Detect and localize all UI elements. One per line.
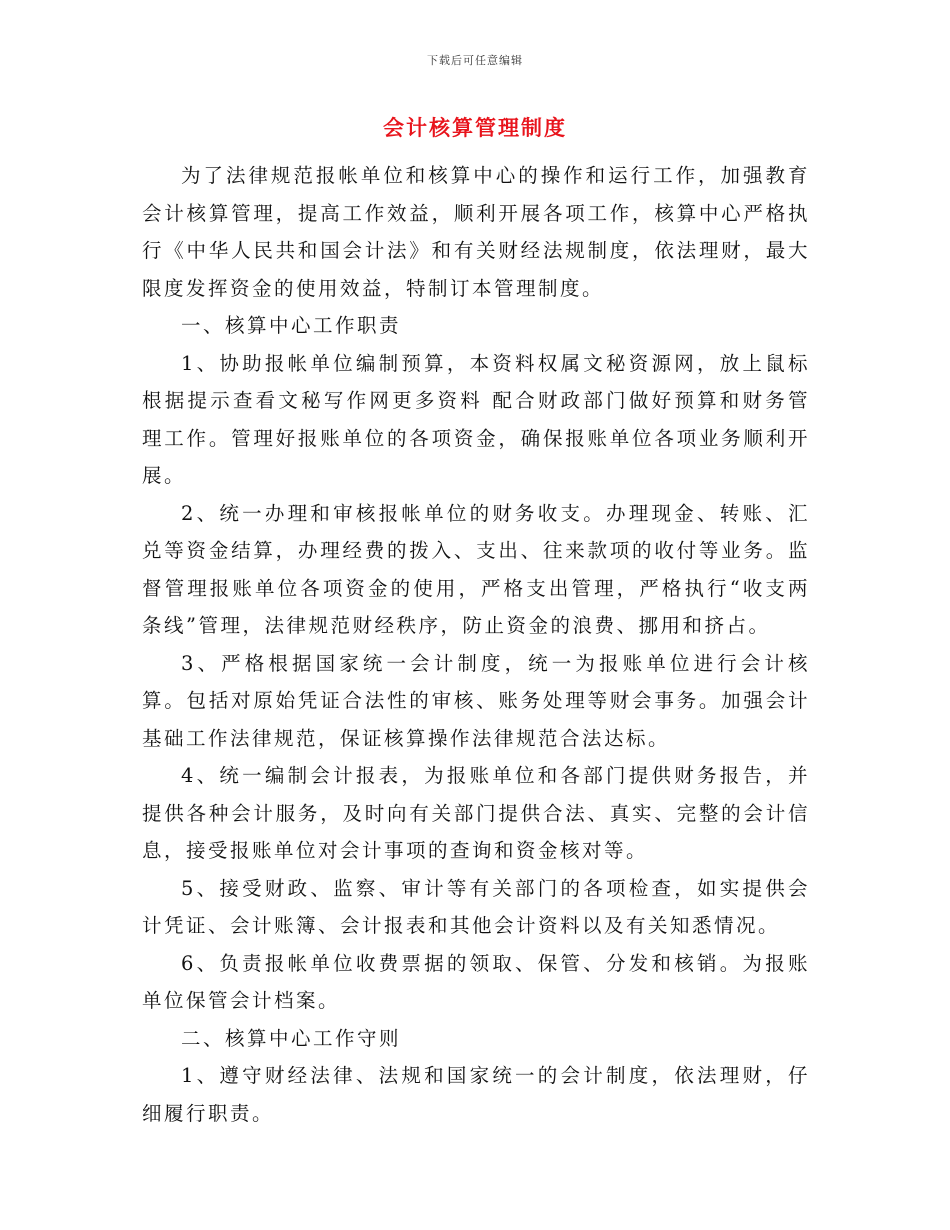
duty-item-3: 3、严格根据国家统一会计制度，统一为报账单位进行会计核算。包括对原始凭证合法性的审核、账务处理等财会事务。加强会计基础工作法律规范，保证核算操作法律规范合法达标。 [142,651,810,750]
document-body [142,157,810,1132]
page-header: 下载后可任意编辑 [427,54,523,67]
duty-item-6: 6、负责报帐单位收费票据的领取、保管、分发和核销。为报账单位保管会计档案。 [142,951,810,1012]
duty-item-1: 1、协助报帐单位编制预算，本资料权属文秘资源网，放上鼠标根据提示查看文秘写作网更多资料 配合财政部门做好预算和财务管理工作。管理好报账单位的各项资金，确保报账单位各项业务顺利开展。 [142,351,810,487]
document-title: 会计核算管理制度 [383,115,567,140]
section-heading-duties: 一、核算中心工作职责 [181,314,402,337]
intro-paragraph: 为了法律规范报帐单位和核算中心的操作和运行工作，加强教育会计核算管理，提高工作效益，顺利开展各项工作，核算中心严格执行《中华人民共和国会计法》和有关财经法规制度，依法理财，最大限度发挥资金的使用效益，特制订本管理制度。 [142,164,810,300]
duty-item-2: 2、统一办理和审核报帐单位的财务收支。办理现金、转账、汇兑等资金结算，办理经费的拨入、支出、往来款项的收付等业务。监督管理报账单位各项资金的使用，严格支出管理，严格执行“收支两条线”管理，法律规范财经秩序，防止资金的浪费、挪用和挤占。 [142,501,810,637]
duty-item-5: 5、接受财政、监察、审计等有关部门的各项检查，如实提供会计凭证、会计账簿、会计报表和其他会计资料以及有关知悉情况。 [142,876,810,937]
rule-item-1: 1、遵守财经法律、法规和国家统一的会计制度，依法理财，仔细履行职责。 [142,1064,810,1125]
duty-item-4: 4、统一编制会计报表，为报账单位和各部门提供财务报告，并提供各种会计服务，及时向有关部门提供合法、真实、完整的会计信息，接受报账单位对会计事项的查询和资金核对等。 [142,764,810,862]
section-heading-rules: 二、核算中心工作守则 [181,1026,402,1050]
